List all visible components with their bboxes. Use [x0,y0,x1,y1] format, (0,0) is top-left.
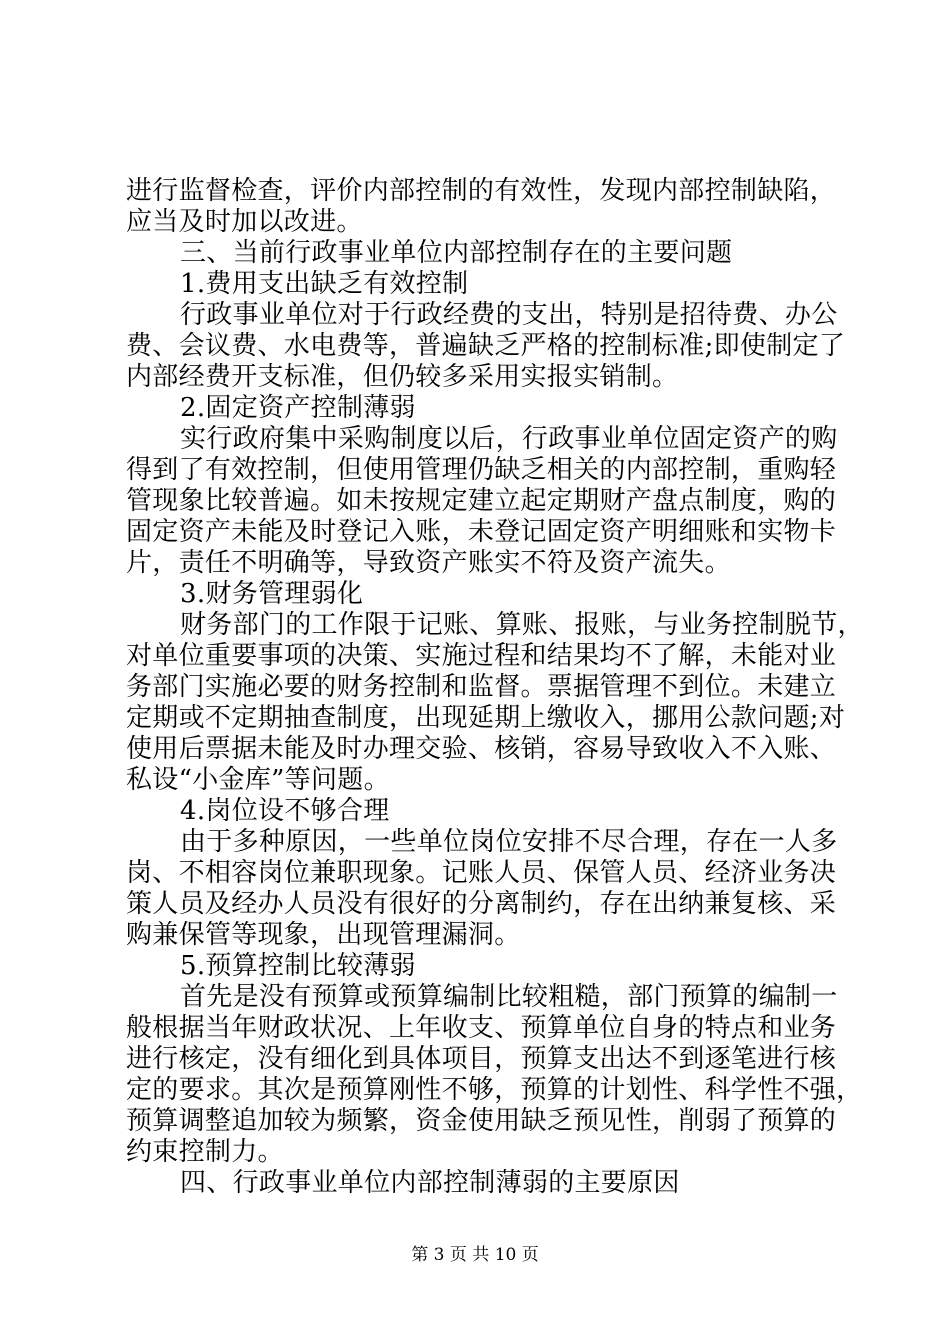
text-line: 岗、不相容岗位兼职现象。记账人员、保管人员、经济业务决 [126,858,837,888]
subsection-heading: 5.预算控制比较薄弱 [180,951,416,981]
text-line: 策人员及经办人员没有很好的分离制约，存在出纳兼复核、采 [126,889,837,919]
text-line: 使用后票据未能及时办理交验、核销，容易导致收入不入账、 [126,734,837,764]
text-line: 由于多种原因，一些单位岗位安排不尽合理，存在一人多 [180,827,838,857]
text-line: 购兼保管等现象，出现管理漏洞。 [126,920,521,950]
page-number-footer: 第 3 页 共 10 页 [411,1245,539,1265]
text-line: 般根据当年财政状况、上年收支、预算单位自身的特点和业务 [126,1013,837,1043]
text-line: 得到了有效控制，但使用管理仍缺乏相关的内部控制，重购轻 [126,455,837,485]
text-line: 务部门实施必要的财务控制和监督。票据管理不到位。未建立 [126,672,837,702]
text-line: 约束控制力。 [126,1137,284,1167]
text-line: 管现象比较普遍。如未按规定建立起定期财产盘点制度，购的 [126,486,837,516]
text-line: 对单位重要事项的决策、实施过程和结果均不了解，未能对业 [126,641,837,671]
subsection-heading: 2.固定资产控制薄弱 [180,393,416,423]
text-line: 预算调整追加较为频繁，资金使用缺乏预见性，削弱了预算的 [126,1106,837,1136]
subsection-heading: 1.费用支出缺乏有效控制 [180,269,469,299]
text-line: 定期或不定期抽查制度，出现延期上缴收入，挪用公款问题;对 [126,703,846,733]
section-heading: 四、行政事业单位内部控制薄弱的主要原因 [180,1168,680,1198]
text-line: 首先是没有预算或预算编制比较粗糙，部门预算的编制一 [180,982,838,1012]
text-line: 定的要求。其次是预算刚性不够，预算的计划性、科学性不强， [126,1075,863,1105]
subsection-heading: 4.岗位设不够合理 [180,796,390,826]
text-line: 费、会议费、水电费等，普遍缺乏严格的控制标准;即使制定了 [126,331,846,361]
document-body [126,176,864,1199]
text-line: 实行政府集中采购制度以后，行政事业单位固定资产的购 [180,424,838,454]
subsection-heading: 3.财务管理弱化 [180,579,364,609]
text-line: 内部经费开支标准，但仍较多采用实报实销制。 [126,362,679,392]
text-line: 片，责任不明确等，导致资产账实不符及资产流失。 [126,548,731,578]
text-line: 进行监督检查，评价内部控制的有效性，发现内部控制缺陷， [126,176,837,206]
text-line: 私设“小金库”等问题。 [126,765,390,795]
text-line: 进行核定，没有细化到具体项目，预算支出达不到逐笔进行核 [126,1044,837,1074]
section-heading: 三、当前行政事业单位内部控制存在的主要问题 [180,238,733,268]
text-line: 应当及时加以改进。 [126,207,363,237]
text-line: 固定资产未能及时登记入账，未登记固定资产明细账和实物卡 [126,517,837,547]
text-line: 行政事业单位对于行政经费的支出，特别是招待费、办公 [180,300,838,330]
text-line: 财务部门的工作限于记账、算账、报账，与业务控制脱节， [180,610,864,640]
